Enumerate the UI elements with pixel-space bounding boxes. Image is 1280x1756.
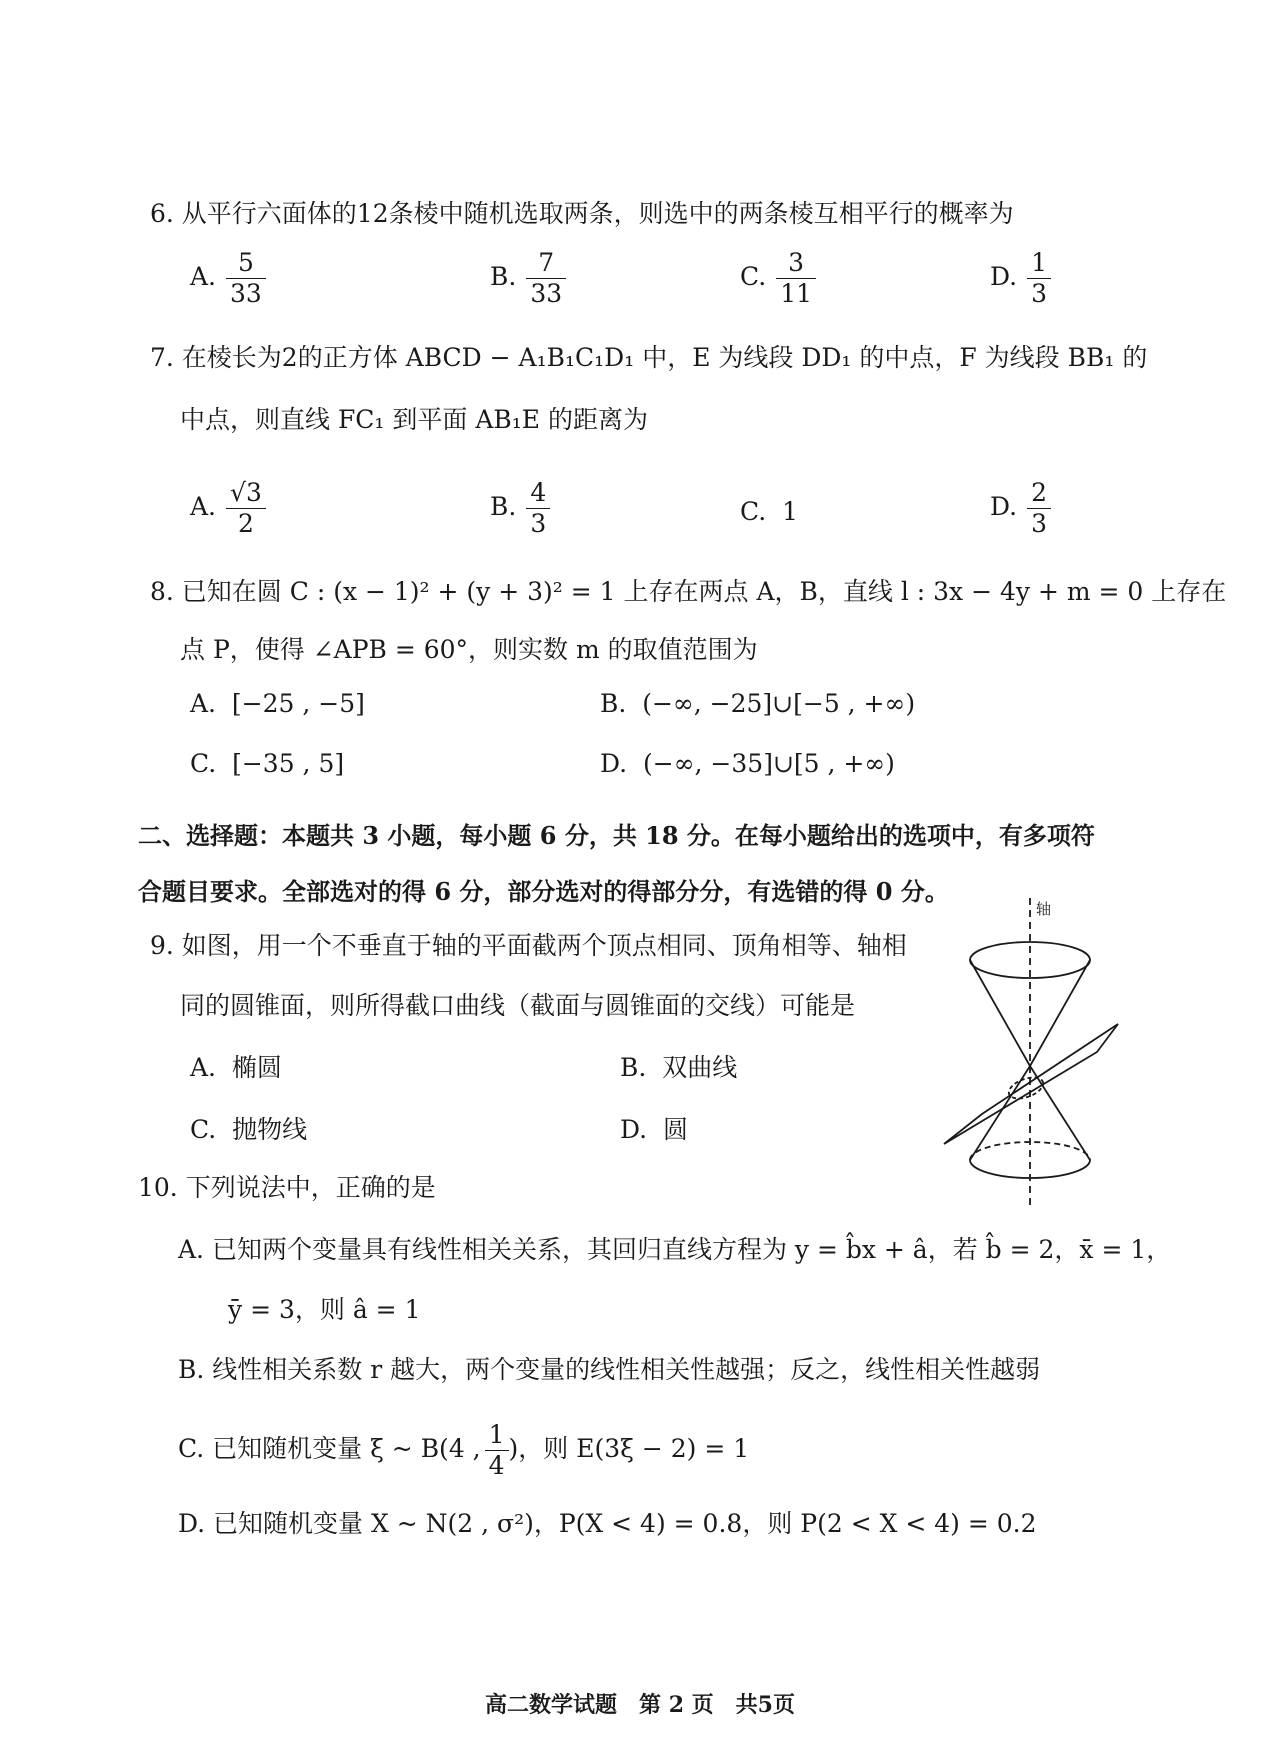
q9-option-a (190, 1050, 282, 1086)
q8-stem-line1: 8. 已知在圆 C : (x − 1)² + (y + 3)² = 1 上存在两点 A，B，直线 l : 3x − 4y + m = 0 上存在 (150, 577, 1227, 606)
option-value: 1 (782, 497, 798, 526)
q6-option-b (490, 248, 566, 309)
lower-right-generator (1030, 1066, 1090, 1160)
fraction: $\frac{7}{33}$ (526, 248, 566, 309)
option-label: D. (990, 262, 1018, 291)
section2-line1: 二、选择题：本题共 3 小题，每小题 6 分，共 18 分。在每小题给出的选项中，有多项符 (138, 821, 1095, 850)
option-value: 圆 (663, 1115, 689, 1144)
fraction: $\frac{√3}{2}$ (226, 478, 266, 539)
q8-option-d (600, 746, 895, 782)
axis-label: 轴 (1036, 900, 1052, 918)
q8-option-b (600, 686, 915, 722)
q7-stem-line2: 中点，则直线 FC₁ 到平面 AB₁E 的距离为 (180, 405, 648, 434)
option-value: 椭圆 (231, 1053, 282, 1082)
q10-option-c-pre: C. 已知随机变量 ξ ~ B(4 , (178, 1434, 481, 1463)
q6-stem: 6. 从平行六面体的12条棱中随机选取两条，则选中的两条棱互相平行的概率为 (150, 199, 1014, 228)
option-label: A. (190, 262, 217, 291)
option-value: (−∞, −25]∪[−5 , +∞) (642, 689, 916, 718)
fraction: $\frac{2}{3}$ (1027, 478, 1051, 539)
page-footer: 高二数学试题 第 2 页 共5页 (485, 1692, 795, 1718)
q8-option-a (190, 686, 365, 722)
option-label: C. (190, 1115, 217, 1144)
option-value: 双曲线 (662, 1053, 738, 1082)
q9-option-c (190, 1112, 307, 1148)
option-label: C. (740, 497, 767, 526)
option-label: B. (620, 1053, 647, 1082)
section2-line2: 合题目要求。全部选对的得 6 分，部分选对的得部分分，有选错的得 0 分。 (138, 877, 949, 906)
q10-option-d: D. 已知随机变量 X ~ N(2 , σ²)，P(X < 4) = 0.8，则 P(2 < X < 4) = 0.2 (178, 1509, 1037, 1538)
q9-option-b (620, 1050, 737, 1086)
option-label: D. (600, 749, 628, 778)
option-label: B. (490, 492, 517, 521)
option-value: [−25 , −5] (231, 689, 365, 718)
q6-option-d (990, 248, 1051, 309)
q7-option-a (190, 478, 266, 539)
option-label: A. (190, 689, 217, 718)
q10-option-a-line2: ȳ = 3，则 â = 1 (228, 1295, 421, 1324)
option-label: A. (190, 492, 217, 521)
q7-option-d (990, 478, 1051, 539)
q8-stem-line2: 点 P，使得 ∠APB = 60°，则实数 m 的取值范围为 (180, 635, 758, 664)
q6-option-a (190, 248, 266, 309)
section-curve (1006, 1073, 1046, 1102)
q7-option-c (740, 494, 798, 530)
option-label: C. (190, 749, 217, 778)
option-label: B. (490, 262, 517, 291)
option-label: C. (740, 262, 767, 291)
fraction: $\frac{4}{3}$ (526, 478, 550, 539)
option-value: (−∞, −35]∪[5 , +∞) (643, 749, 895, 778)
lower-left-generator (970, 1066, 1030, 1160)
cutting-plane (944, 1024, 1118, 1144)
q9-option-d (620, 1112, 688, 1148)
option-label: D. (620, 1115, 648, 1144)
q9-stem-line1: 9. 如图，用一个不垂直于轴的平面截两个顶点相同、顶角相等、轴相 (150, 931, 907, 960)
q9-stem-line2: 同的圆锥面，则所得截口曲线（截面与圆锥面的交线）可能是 (180, 991, 856, 1020)
fraction: $\frac{1}{4}$ (485, 1420, 509, 1481)
q10-option-b: B. 线性相关系数 r 越大，两个变量的线性相关性越强；反之，线性相关性越弱 (178, 1355, 1041, 1384)
q10-option-c (178, 1420, 749, 1481)
q10-option-c-post: )，则 E(3ξ − 2) = 1 (508, 1434, 750, 1463)
fraction: $\frac{1}{3}$ (1027, 248, 1051, 309)
option-label: B. (600, 689, 627, 718)
q6-option-c (740, 248, 816, 309)
fraction: $\frac{5}{33}$ (226, 248, 266, 309)
option-value: 抛物线 (232, 1115, 308, 1144)
option-value: [−35 , 5] (232, 749, 345, 778)
q8-option-c (190, 746, 344, 782)
q10-stem: 10. 下列说法中，正确的是 (138, 1173, 436, 1202)
double-cone-figure (930, 890, 1150, 1210)
q10-option-a-line1: A. 已知两个变量具有线性相关关系，其回归直线方程为 y = b̂x + â，若 b̂ = 2，x̄ = 1， (178, 1235, 1172, 1264)
option-label: D. (990, 492, 1018, 521)
option-label: A. (190, 1053, 217, 1082)
fraction: $\frac{3}{11}$ (776, 248, 816, 309)
q7-stem-line1: 7. 在棱长为2的正方体 ABCD − A₁B₁C₁D₁ 中，E 为线段 DD₁ 的中点，F 为线段 BB₁ 的 (150, 343, 1148, 372)
q7-option-b (490, 478, 550, 539)
